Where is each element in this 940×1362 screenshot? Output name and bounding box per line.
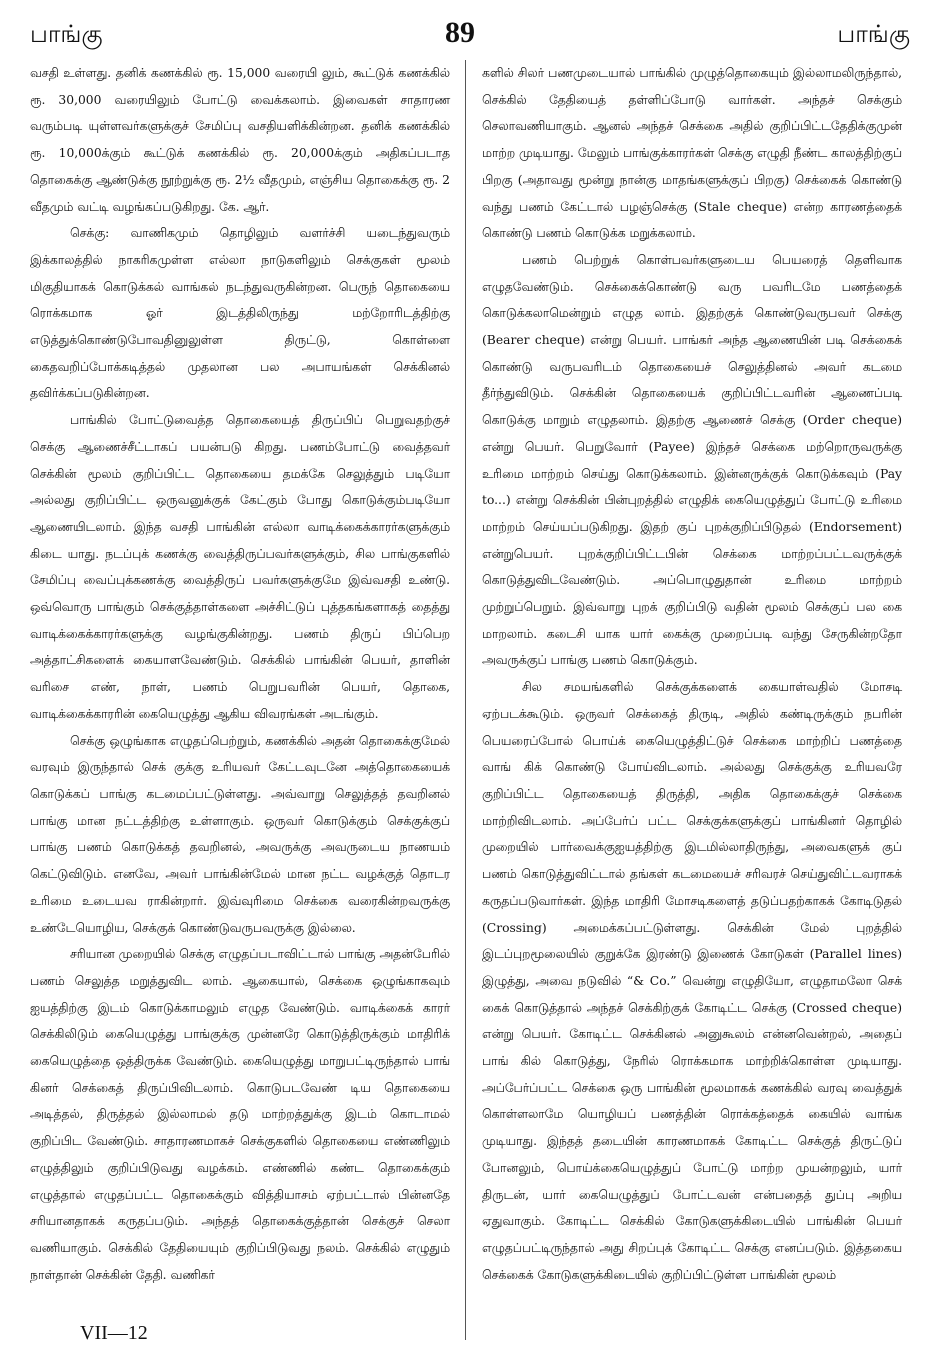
paragraph: பாங்கில் போட்டுவைத்த தொகையைத் திருப்பிப் பெறுவதற்குச் செக்கு ஆணைச்சீட்டாகப் பயன்படு கிறது. பணம்போட்டு வைத்தவர் செக்கின் மூலம் குறிப்பிட்ட தொகையை தமக்கே செலுத்தும் படியோ அல்லது குறிப்பிட்ட ஒருவனுக்குக் கேட்கும் போது கொடுக்கும்படியோ ஆணையிடலாம். இந்த வசதி பாங்கின் எல்லா வாடிக்கைக்காரர்களுக்கும் கிடை யாது. நடப்புக் கணக்கு வைத்திருப்பவர்களுக்கும், சில பாங்குகளில் சேமிப்பு வைப்புக்கணக்கு வைத்திருப் பவர்களுக்குமே இவ்வசதி உண்டு. ஒவ்வொரு பாங்கும் செக்குத்தாள்களை அச்சிட்டுப் புத்தகங்களாகத் தைத்து வாடிக்கைக்காரர்களுக்கு வழங்குகின்றது. பணம் திருப் பிப்பெற அத்தாட்சிகளைக் கையாளவேண்டும். செக்கில் பாங்கின் பெயர், தாளின் வரிசை எண், நாள், பணம் பெறுபவரின் பெயர், தொகை, வாடிக்கைக்காரரின் கையெழுத்து ஆகிய விவரங்கள் அடங்கும். — [30, 413, 450, 721]
paragraph: சில சமயங்களில் செக்குக்களைக் கையாள்வதில் மோசடி ஏற்படக்கூடும். ஒருவர் செக்கைத் திருடி, அதில் கண்டிருக்கும் நபரின் பெயரைப்போல் பொய்க் கையெழுத்திட்டுச் செக்கை மாற்றிப் பணத்தை வாங் கிக் கொண்டு போய்விடலாம். அல்லது செக்குக்கு உரியவரே குறிப்பிட்ட தொகையைத் திருத்தி, அதிக தொகைக்குச் செக்கை மாற்றிவிடலாம். அப்பேர்ப் பட்ட செக்குக்களுக்குப் பாங்கினர் தொழில் முறையில் பார்வைக்குஐயத்திற்கு இடமில்லாதிருந்து, அவைகளுக் குப் பணம் கொடுத்துவிட்டால் தங்கள் கடமையைச் சரிவரச் செய்துவிட்டவராகக் கருதப்படுவார்கள். இந்த மாதிரி மோசடிகளைத் தடுப்பதற்காகக் கோடிடுதல் (Crossing) அமைக்கப்பட்டுள்ளது. செக்கின் மேல் புறத்தில் இடப்புறமூலையில் குறுக்கே இரண்டு இணைக் கோடுகள் (Parallel lines) இழுத்து, அவை நடுவில் “& Co.” வென்று எழுதியோ, எழுதாமலோ செக் கைக் கொடுத்தால் அந்தச் செக்கிற்குக் கோடிட்ட செக்கு (Crossed cheque) என்று பெயர். கோடிட்ட செக்கினல் அனுகூலம் என்னவென்றல், அதைப் பாங் கில் கொடுத்து, நேரில் ரொக்கமாக மாற்றிக்கொள்ள முடியாது. அப்பேர்ப்பட்ட செக்கை ஒரு பாங்கின் மூலமாகக் கணக்கில் வரவு வைத்துக் கொள்ளலாமே யொழியப் பணத்தின் ரொக்கத்தைக் கையில் வாங்க முடியாது. இந்தத் தடையின் காரணமாகக் கோடிட்ட செக்குத் திருட்டுப் போனலும், பொய்க்கையெழுத்துப் போட்டு மாற்ற முயன்றலும், யார் திருடன், யார் கையெழுத்துப் போட்டவன் என்பதைத் துப்பு அறிய ஏதுவாகும். கோடிட்ட செக்கில் கோடுகளுக்கிடையில் பாங்கின் பெயர் எழுதப்பட்டிருந்தால் அது சிறப்புக் கோடிட்ட செக்கு எனப்படும். இத்தகைய செக்கைக் கோடுகளுக்கிடையில் குறிப்பிட்டுள்ள பாங்கின் மூலம் — [482, 680, 902, 1282]
paragraph: பணம் பெற்றுக் கொள்பவர்களுடைய பெயரைத் தெளிவாக எழுதவேண்டும். செக்கைக்கொண்டு வரு பவரிடமே பணத்தைக் கொடுக்கலாமென்றும் எழுத லாம். இதற்குக் கொண்டுவருபவர் செக்கு (Bearer cheque) என்று பெயர். பாங்கர் அந்த ஆணையின் படி செக்கைக் கொண்டு வருபவரிடம் தொகையைச் செலுத்தினல் அவர் கடமை தீர்ந்துவிடும். செக்கின் தொகையைக் குறிப்பிட்டவரின் ஆணைப்படி கொடுக்கு மாறும் எழுதலாம். இதற்கு ஆணைச் செக்கு (Order cheque) என்று பெயர். பெறுவோர் (Payee) இந்தச் செக்கை மற்றொருவருக்கு உரிமை மாற்றம் செய்து கொடுக்கலாம். இன்னருக்குக் கொடுக்கவும் (Pay to...) என்று செக்கின் பின்புறத்தில் எழுதிக் கையெழுத்துப் போட்டு உரிமை மாற்றம் செய்யப்படுகிறது. இதற் குப் புறக்குறிப்பிடுதல் (Endorsement) என்றுபெயர். புறக்குறிப்பிட்டபின் செக்கை மாற்றப்பட்டவருக்குக் கொடுத்துவிடவேண்டும். அப்பொழுதுதான் உரிமை மாற்றம் முற்றுப்பெறும். இவ்வாறு புறக் குறிப்பிடு வதின் மூலம் செக்குப் பல கை மாறலாம். கடைசி யாக யார் கைக்கு முறைப்படி வந்து சேருகின்றதோ அவருக்குப் பாங்கு பணம் கொடுக்கும். — [482, 252, 902, 668]
left-column — [30, 60, 450, 1288]
paragraph: சரியான முறையில் செக்கு எழுதப்படாவிட்டால் பாங்கு அதன்பேரில் பணம் செலுத்த மறுத்துவிட லாம். ஆகையால், செக்கை ஒழுங்காகவும் ஐயத்திற்கு இடம் கொடுக்காமலும் எழுத வேண்டும். வாடிக்கைக் காரர் செக்கிலிடும் கையெழுத்து பாங்குக்கு முன்னரே கொடுத்திருக்கும் மாதிரிக் கையெழுத்தை ஒத்திருக்க வேண்டும். கையெழுத்து மாறுபட்டிருந்தால் பாங் கினர் செக்கைத் திருப்பிவிடலாம். கொடுபடவேண் டிய தொகையை அடித்தல், திருத்தல் இல்லாமல் தடு மாற்றத்துக்கு இடம் கொடாமல் குறிப்பிட வேண்டும். சாதாரணமாகச் செக்குகளில் தொகையை எண்ணிலும் எழுத்திலும் குறிப்பிடுவது வழக்கம். எண்ணில் கண்ட தொகைக்கும் எழுத்தால் எழுதப்பட்ட தொகைக்கும் வித்தியாசம் ஏற்பட்டால் பின்னதே சரியானதாகக் கருதப்படும். அந்தத் தொகைக்குத்தான் செக்குச் செலா வணியாகும். செக்கில் தேதியையும் குறிப்பிடுவது நலம். செக்கில் எழுதும் நாள்தான் செக்கின் தேதி. வணிகர் — [30, 947, 450, 1282]
paragraph: செக்கு: வாணிகமும் தொழிலும் வளர்ச்சி யடைந்துவரும் இக்காலத்தில் நாகரிகமுள்ள எல்லா நாடுகளிலும் செக்குகள் மூலம் மிகுதியாகக் கொடுக்கல் வாங்கல் நடந்துவருகின்றன. பெருந் தொகையை ரொக்கமாக ஓர் இடத்திலிருந்து மற்றோரிடத்திற்கு எடுத்துக்கொண்டுபோவதினுலுள்ள திருட்டு, கொள்ளை கைதவறிப்போக்கடித்தல் முதலான பல அபாயங்கள் செக்கினல் தவிர்க்கப்படுகின்றன. — [30, 226, 450, 401]
page-number: 89 — [445, 16, 475, 49]
column-divider — [465, 60, 466, 1340]
paragraph: வசதி உள்ளது. தனிக் கணக்கில் ரூ. 15,000 வரையி லும், கூட்டுக் கணக்கில் ரூ. 30,000 வரையிலும் போட்டு வைக்கலாம். இவைகள் சாதாரண வரும்படி யுள்ளவர்களுக்குச் சேமிப்பு வசதியளிக்கின்றன. தனிக் கணக்கில் ரூ. 10,000க்கும் கூட்டுக் கணக்கில் ரூ. 20,000க்கும் அதிகப்படாத தொகைக்கு ஆண்டுக்கு நூற்றுக்கு ரூ. 2½ வீதமும், எஞ்சிய தொகைக்கு ரூ. 2 வீதமும் வட்டி வழங்கப்படுகிறது. கே. ஆர். — [30, 66, 450, 214]
running-header-right: பாங்கு — [837, 20, 910, 48]
signature-mark: VII—12 — [80, 1322, 148, 1344]
right-column — [482, 60, 902, 1288]
running-header-left: பாங்கு — [30, 20, 103, 48]
paragraph: களில் சிலர் பணமுடையால் பாங்கில் முழுத்தொகையும் இல்லாமலிருந்தால், செக்கில் தேதியைத் தள்ளிப்போடு வார்கள். அந்தச் செக்கும் செலாவணியாகும். ஆனல் அந்தச் செக்கை அதில் குறிப்பிட்டதேதிக்குமுன் மாற்ற முடியாது. மேலும் பாங்குக்காரர்கள் செக்கு எழுதி நீண்ட காலத்திற்குப் பிறகு (அதாவது மூன்று நான்கு மாதங்களுக்குப் பிறகு) செக்கைக் கொண்டு வந்து பணம் கேட்டால் பழஞ்செக்கு (Stale cheque) என்ற காரணத்தைக் கொண்டு பணம் கொடுக்க மறுக்கலாம். — [482, 66, 902, 241]
paragraph: செக்கு ஒழுங்காக எழுதப்பெற்றும், கணக்கில் அதன் தொகைக்குமேல் வரவும் இருந்தால் செக் குக்கு உரியவர் கேட்டவுடனே அத்தொகையைக் கொடுக்கப் பாங்கு கடமைப்பட்டுள்ளது. அவ்வாறு செலுத்தத் தவறினல் பாங்கு மான நட்டத்திற்கு உள்ளாகும். ஒருவர் கொடுக்கும் செக்குக்குப் பாங்கு பணம் கொடுக்கத் தவறினல், அவருக்கு அவருடைய நாணயம் கெட்டுவிடும். எனவே, அவர் பாங்கின்மேல் மான நட்ட வழக்குத் தொடர உரிமை உடையவ ராகின்றார். இவ்வுரிமை செக்கை வரைகின்றவருக்கு உண்டேயொழிய, செக்குக் கொண்டுவருபவருக்கு இல்லை. — [30, 733, 450, 935]
